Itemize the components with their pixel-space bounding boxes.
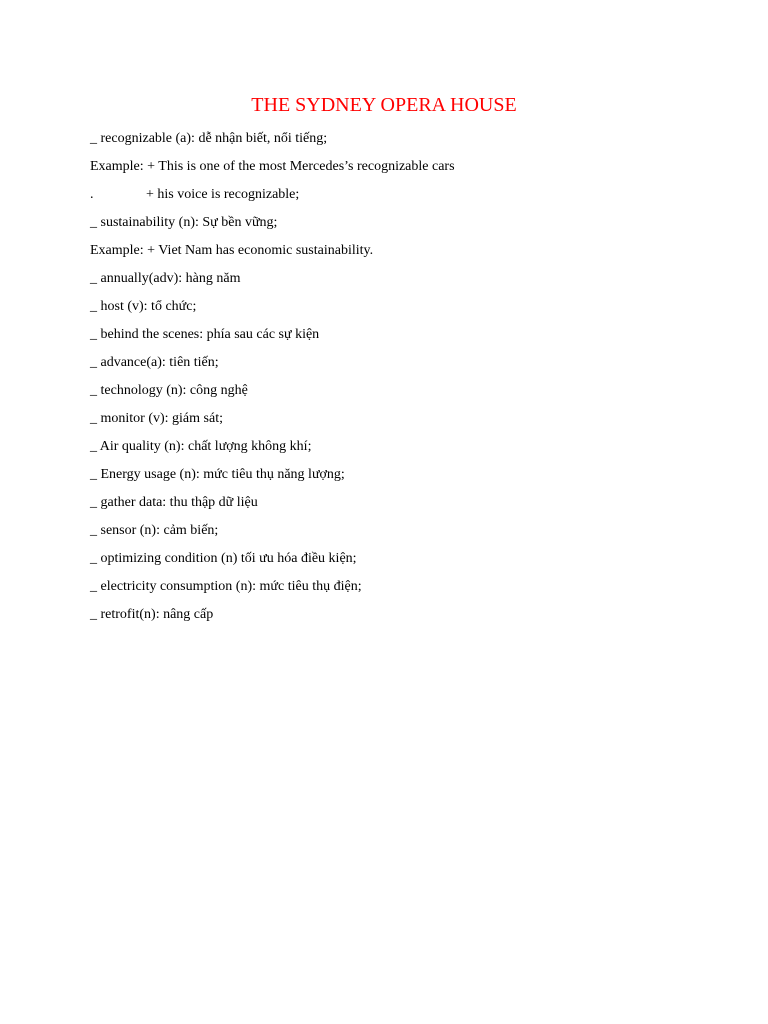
vocab-line: _ monitor (v): giám sát; bbox=[90, 411, 223, 426]
document-title: THE SYDNEY OPERA HOUSE bbox=[251, 94, 517, 116]
vocab-line: _ retrofit(n): nâng cấp bbox=[90, 607, 214, 622]
vocabulary-list bbox=[90, 125, 710, 629]
vocab-line: _ Energy usage (n): mức tiêu thụ năng lượng; bbox=[90, 467, 345, 482]
vocab-line: _ sustainability (n): Sự bền vững; bbox=[90, 215, 278, 230]
vocab-line: _ technology (n): công nghệ bbox=[90, 383, 248, 398]
vocab-line: _ annually(adv): hàng năm bbox=[90, 271, 241, 286]
example-line: Example: + This is one of the most Mercedes’s recognizable cars bbox=[90, 159, 455, 174]
vocab-line: _ recognizable (a): dễ nhận biết, nổi tiếng; bbox=[90, 131, 328, 146]
vocab-line: _ advance(a): tiên tiến; bbox=[90, 355, 219, 370]
vocab-line: _ host (v): tổ chức; bbox=[90, 299, 197, 314]
vocab-line: _ sensor (n): cảm biến; bbox=[90, 523, 219, 538]
vocab-line: _ electricity consumption (n): mức tiêu thụ điện; bbox=[90, 579, 362, 594]
indent-marker: . bbox=[90, 187, 94, 202]
vocab-line: _ gather data: thu thập dữ liệu bbox=[90, 495, 258, 510]
example-line: Example: + Viet Nam has economic sustainability. bbox=[90, 243, 374, 258]
vocab-line: _ Air quality (n): chất lượng không khí; bbox=[90, 439, 312, 454]
example-continuation-text: + his voice is recognizable; bbox=[146, 187, 300, 202]
vocab-line: _ behind the scenes: phía sau các sự kiện bbox=[90, 327, 320, 342]
vocab-line: _ optimizing condition (n) tối ưu hóa điều kiện; bbox=[90, 551, 357, 566]
example-continuation-line bbox=[90, 181, 710, 209]
